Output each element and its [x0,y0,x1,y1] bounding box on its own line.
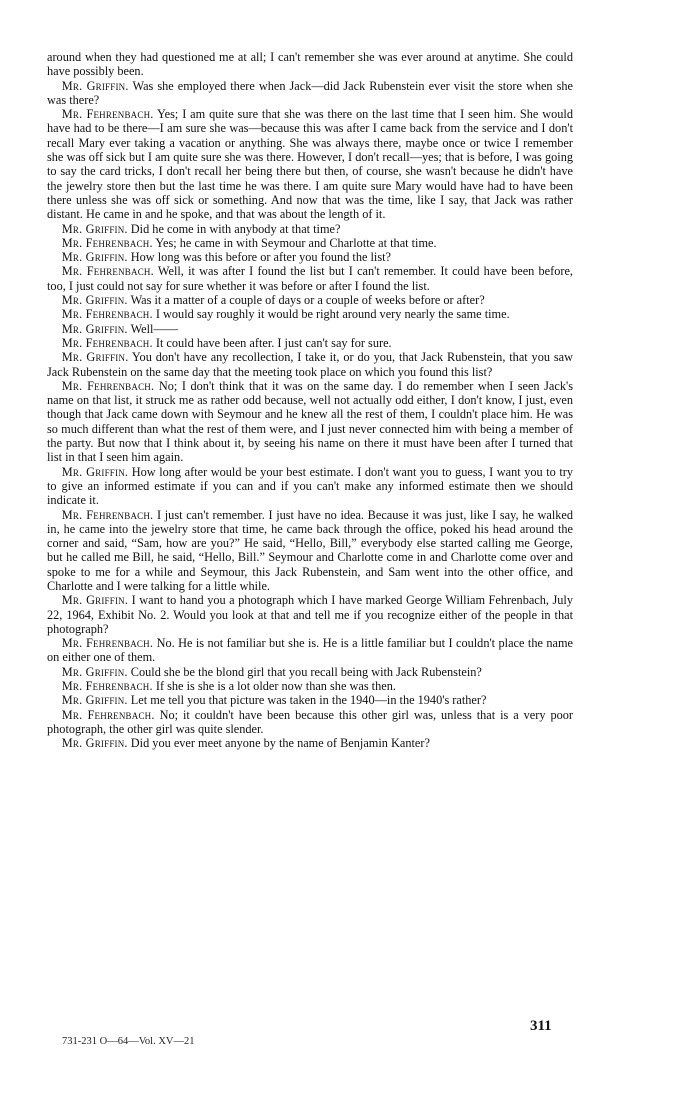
transcript-paragraph [47,222,573,236]
transcript-paragraph [47,50,573,79]
testimony-text: It could have been after. I just can't say for sure. [155,335,392,350]
testimony-text: Let me tell you that picture was taken in the 1940—in the 1940's rather? [130,693,487,708]
speaker-name: Mr. Griffin. [61,350,129,365]
speaker-name: Mr. Fehrenbach. [61,307,153,322]
testimony-text: No; I don't think that it was on the same day. I do remember when I seen Jack's name on that list, it struck me as rather odd because, well not actually odd either, I don't know, I just, even though that Jack came down with Seymour and he knew all the rest of them, I couldn't place him. He was so much different than what the rest of them were, and I just never connected him with being a member of the party. But now that I think about it, by seeing his name on there it must have been after I turned that list in that I seen him again. [47,378,573,465]
testimony-text: Yes; I am quite sure that she was there on the last time that I seen him. She would have had to be there—I am sure she was—because this was after I came back from the service and I don't recall Mary ever taking a vacation or anything. She was always there, maybe once or twice I remember she was off sick but I am quite sure she was there. However, I don't recall—yes; that is before, I was going to say the card tricks, I don't recall her being there but then, of course, she wasn't because he didn't have the jewelry store then but the last time he was there. I am quite sure Mary would have had to have been there unless she was off sick or something. And now that was the time, like I say, that Jack was rather distant. He came in and he spoke, and that was about the length of it. [47,107,573,222]
transcript-paragraph [47,307,573,321]
speaker-name: Mr. Griffin. [61,464,129,479]
transcript-paragraph [47,250,573,264]
transcript-paragraph [47,293,573,307]
speaker-name: Mr. Fehrenbach. [61,636,154,651]
speaker-name: Mr. Fehrenbach. [61,507,154,522]
testimony-text: Yes; he came in with Seymour and Charlotte at that time. [155,235,437,250]
testimony-text: No; it couldn't have been because this other girl was, unless that is a very poor photograph, the other girl was quite slender. [47,707,573,736]
speaker-name: Mr. Fehrenbach. [61,107,154,122]
testimony-text: Was it a matter of a couple of days or a couple of weeks before or after? [130,293,485,308]
speaker-name: Mr. Griffin. [61,78,129,93]
transcript-paragraph [47,736,573,750]
testimony-text: No. He is not familiar but she is. He is a little familiar but I couldn't place the name on either one of them. [47,636,573,665]
testimony-text: Did you ever meet anyone by the name of Benjamin Kanter? [130,736,430,751]
speaker-name: Mr. Griffin. [61,321,128,336]
footer-print-code: 731-231 O—64—Vol. XV—21 [62,1036,195,1047]
speaker-name: Mr. Fehrenbach. [61,264,154,279]
speaker-name: Mr. Fehrenbach. [61,335,153,350]
transcript-paragraph [47,593,573,636]
testimony-text: I would say roughly it would be right around very nearly the same time. [155,307,510,322]
transcript-paragraph [47,336,573,350]
testimony-text: How long after would be your best estimate. I don't want you to guess, I want you to try to give an informed estimate if you can and if you can't make any informed estimate then we should indicate it. [47,464,573,508]
testimony-text: Well—— [130,321,179,336]
speaker-name: Mr. Fehrenbach. [61,378,155,393]
testimony-text: I just can't remember. I just have no idea. Because it was just, like I say, he walked in, he came into the jewelry store that time, he came back through the office, poked his head around the corner and said, “Sam, how are you?” He said, “Hello, Bill,” everybody else started calling me George, but he called me Bill, he said, “Hello, Bill.” Seymour and Charlotte come in and Charlotte come over and spoke to me for a while and Seymour, this Jack Rubenstein, and Sam went into the other office, and Charlotte and I were talking for a little while. [47,507,573,593]
testimony-text: If she is she is a lot older now than she was then. [155,679,396,694]
testimony-text: You don't have any recollection, I take it, or do you, that Jack Rubenstein, that you saw Jack Rubenstein on the same day that the meeting took place on which you found this list? [47,350,573,379]
testimony-text: around when they had questioned me at all; I can't remember she was ever around at anytime. She could have possibly been. [47,50,573,79]
speaker-name: Mr. Griffin. [61,693,128,708]
transcript-paragraph [47,322,573,336]
transcript-paragraph [47,79,573,108]
transcript-paragraph [47,465,573,508]
transcript-paragraph [47,693,573,707]
testimony-text: Was she employed there when Jack—did Jack Rubenstein ever visit the store when she was there? [47,78,573,107]
transcript-paragraph [47,636,573,665]
testimony-text: How long was this before or after you found the list? [130,250,392,265]
transcript-paragraph [47,236,573,250]
speaker-name: Mr. Griffin. [61,593,129,608]
testimony-text: Did he come in with anybody at that time? [130,221,341,236]
transcript-paragraph [47,264,573,293]
transcript-paragraph [47,708,573,737]
transcript-paragraph [47,508,573,594]
transcript-paragraph [47,665,573,679]
testimony-text: Well, it was after I found the list but I can't remember. It could have been before, too, I just could not say for sure whether it was before or after I found the list. [47,264,573,293]
transcript-paragraph [47,107,573,221]
speaker-name: Mr. Griffin. [61,664,128,679]
speaker-name: Mr. Griffin. [61,250,128,265]
testimony-text: Could she be the blond girl that you recall being with Jack Rubenstein? [130,664,482,679]
testimony-text: I want to hand you a photograph which I have marked George William Fehrenbach, July 22, 1964, Exhibit No. 2. Would you look at that and tell me if you recognize either of the people in that photograph? [47,593,573,636]
page-number: 311 [530,1018,552,1034]
transcript-paragraph [47,679,573,693]
transcript-paragraph [47,379,573,465]
speaker-name: Mr. Fehrenbach. [61,707,155,722]
speaker-name: Mr. Griffin. [61,221,128,236]
speaker-name: Mr. Griffin. [61,736,128,751]
transcript-paragraph [47,350,573,379]
speaker-name: Mr. Griffin. [61,293,128,308]
speaker-name: Mr. Fehrenbach. [61,679,153,694]
transcript-body [47,50,573,751]
speaker-name: Mr. Fehrenbach. [61,235,153,250]
